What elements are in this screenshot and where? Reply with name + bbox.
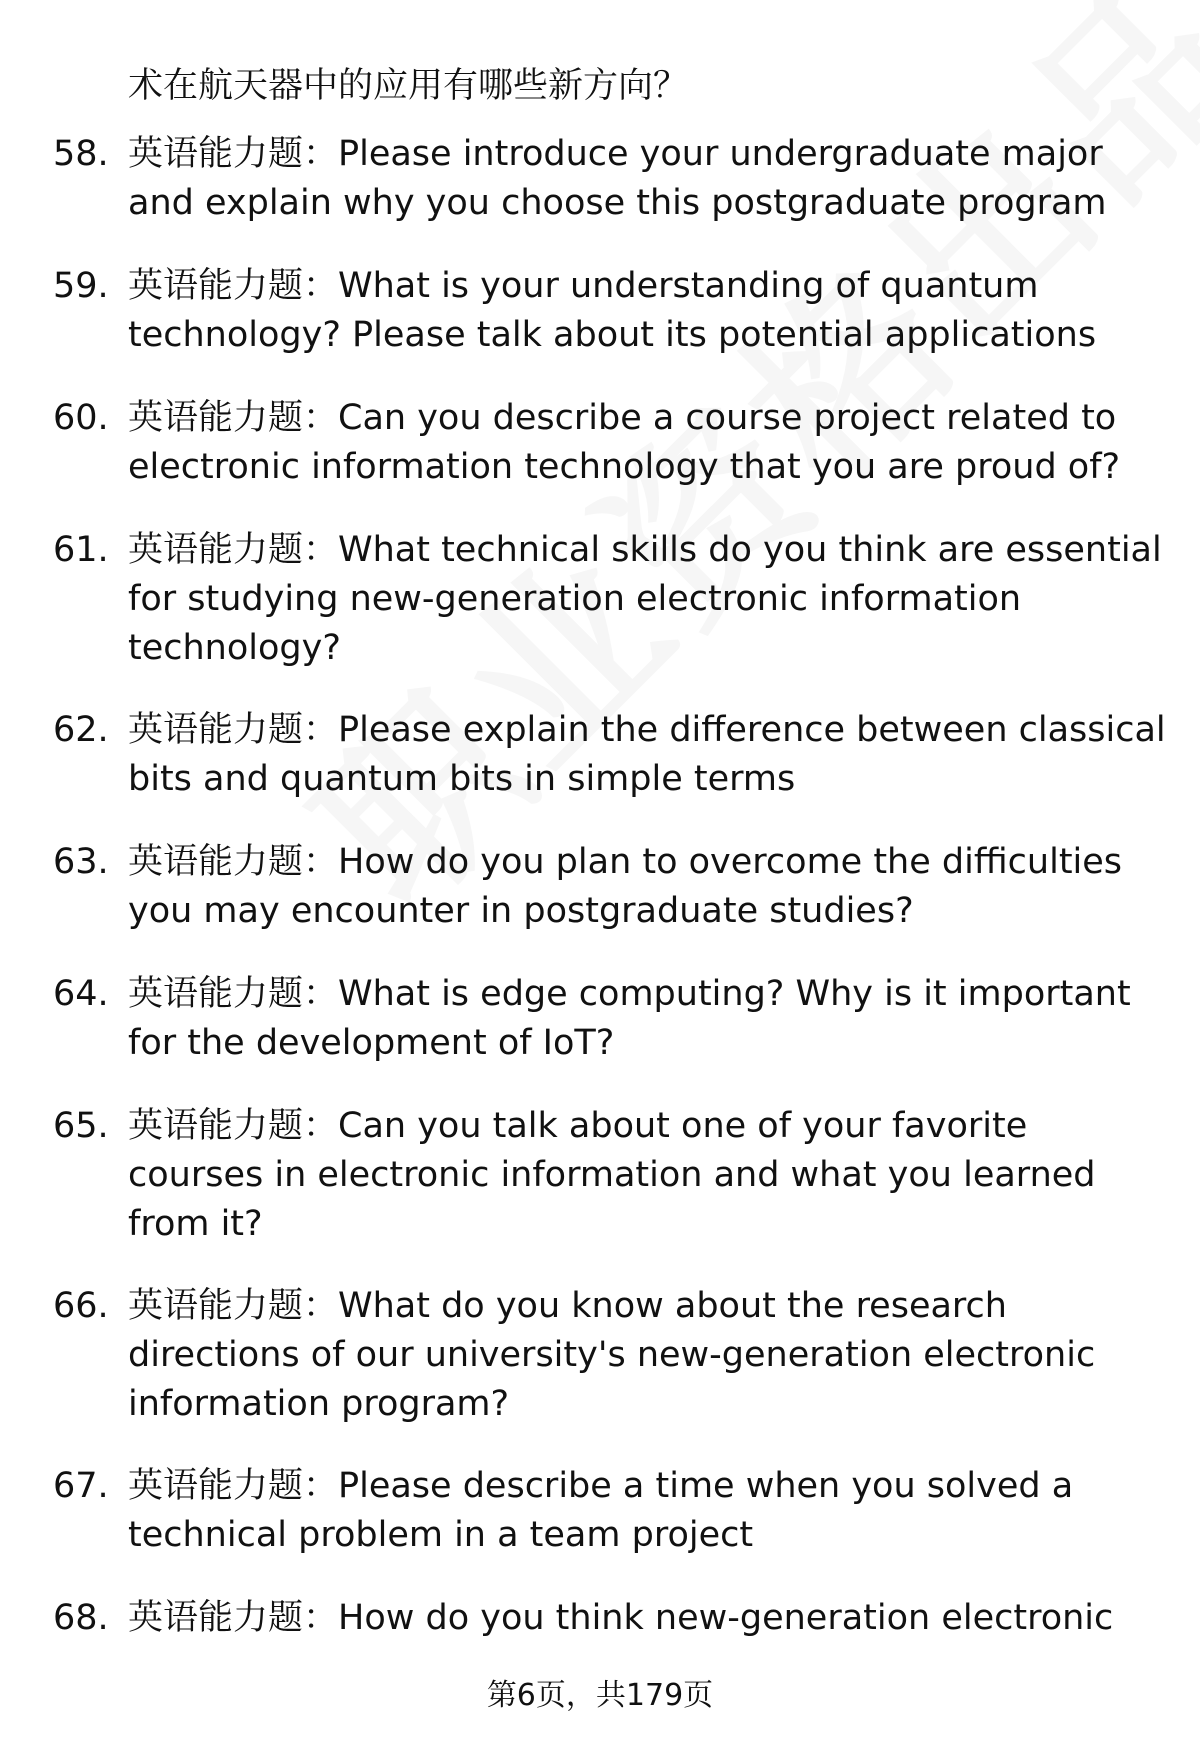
item-text: 英语能力题：How do you plan to overcome the difficulties you may encounter in postgraduate studies? — [128, 842, 1123, 931]
item-number: 58. — [53, 134, 109, 174]
item-number: 67. — [53, 1466, 109, 1506]
continued-question-text: 术在航天器中的应用有哪些新方向？ — [128, 66, 689, 106]
item-text: 英语能力题：Can you talk about one of your favorite courses in electronic information and what you learned from it? — [128, 1106, 1096, 1244]
item-number: 64. — [53, 974, 109, 1014]
item-number: 65. — [53, 1106, 109, 1146]
item-text: 英语能力题：Please introduce your undergraduate major and explain why you choose this postgraduate program — [128, 134, 1107, 223]
item-number: 66. — [53, 1286, 109, 1326]
item-number: 62. — [53, 710, 109, 750]
item-text: 英语能力题：Can you describe a course project related to electronic information technology that you are proud of? — [128, 398, 1121, 487]
item-number: 60. — [53, 398, 109, 438]
page-number-footer: 第6页，共179页 — [486, 1678, 714, 1713]
item-text: 英语能力题：What is edge computing? Why is it important for the development of IoT? — [128, 974, 1131, 1063]
item-text: 英语能力题：What do you know about the research directions of our university's new-generation electronic information program? — [128, 1286, 1096, 1424]
item-text: 英语能力题：Please explain the difference between classical bits and quantum bits in simple terms — [128, 710, 1166, 799]
item-number: 59. — [53, 266, 109, 306]
item-text: 英语能力题：How do you think new-generation electronic — [128, 1598, 1114, 1638]
item-number: 68. — [53, 1598, 109, 1638]
item-number: 63. — [53, 842, 109, 882]
item-number: 61. — [53, 530, 109, 570]
item-text: 英语能力题：What is your understanding of quantum technology? Please talk about its potential applications — [128, 266, 1097, 355]
item-text: 英语能力题：What technical skills do you think are essential for studying new-generation electronic information technology? — [128, 530, 1162, 668]
item-text: 英语能力题：Please describe a time when you solved a technical problem in a team project — [128, 1466, 1074, 1555]
